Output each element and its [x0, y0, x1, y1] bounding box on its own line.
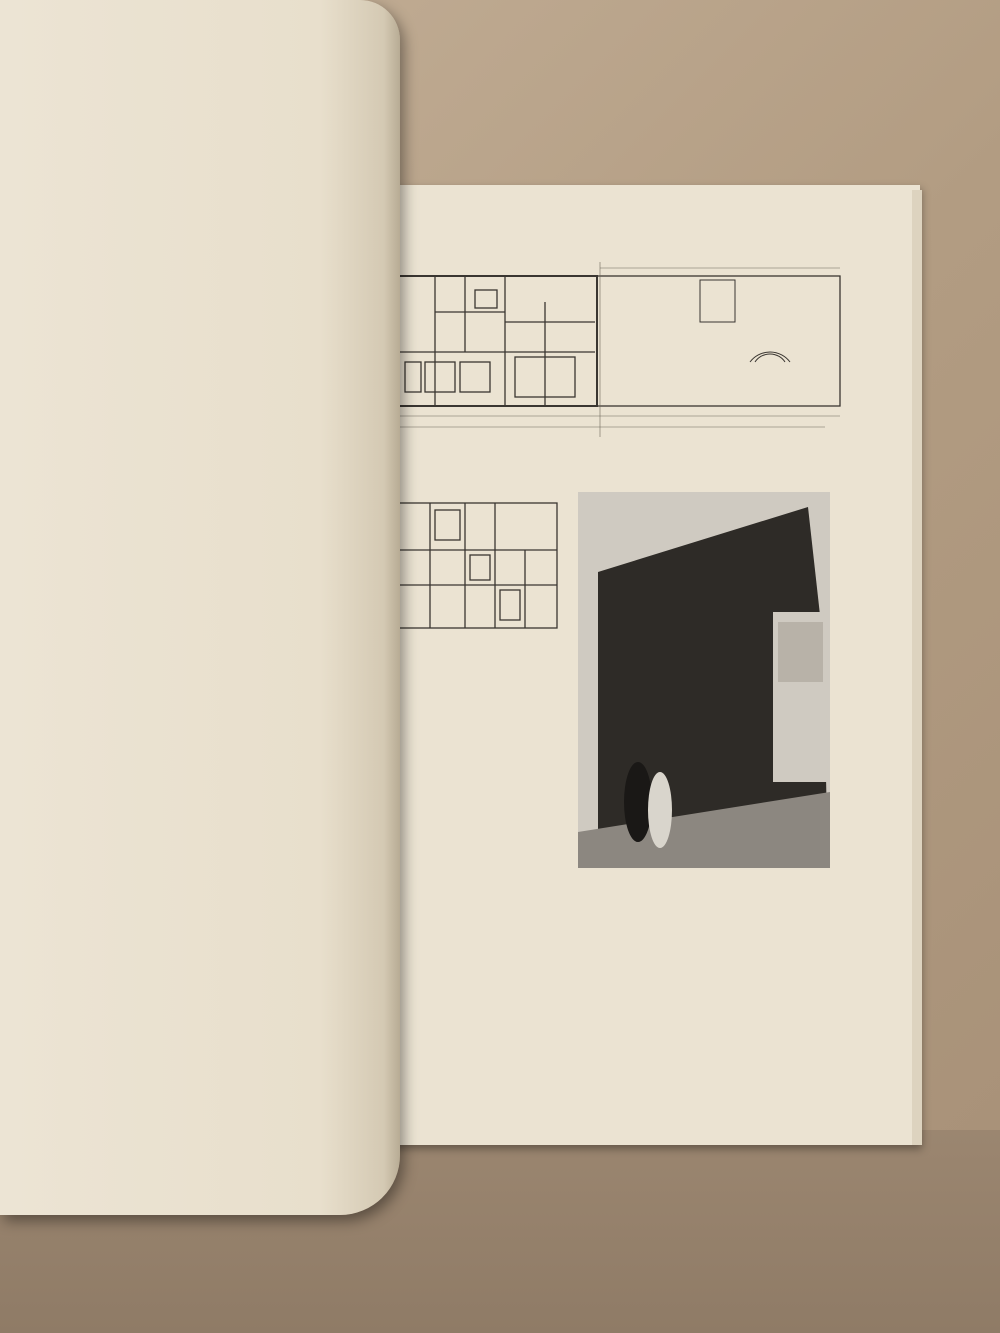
- left-page: [0, 0, 400, 1215]
- floor-plan-ground: [395, 262, 845, 442]
- floor-plan-upper: [395, 495, 565, 640]
- building-photo: [578, 492, 830, 868]
- right-page-edge: [912, 190, 922, 1145]
